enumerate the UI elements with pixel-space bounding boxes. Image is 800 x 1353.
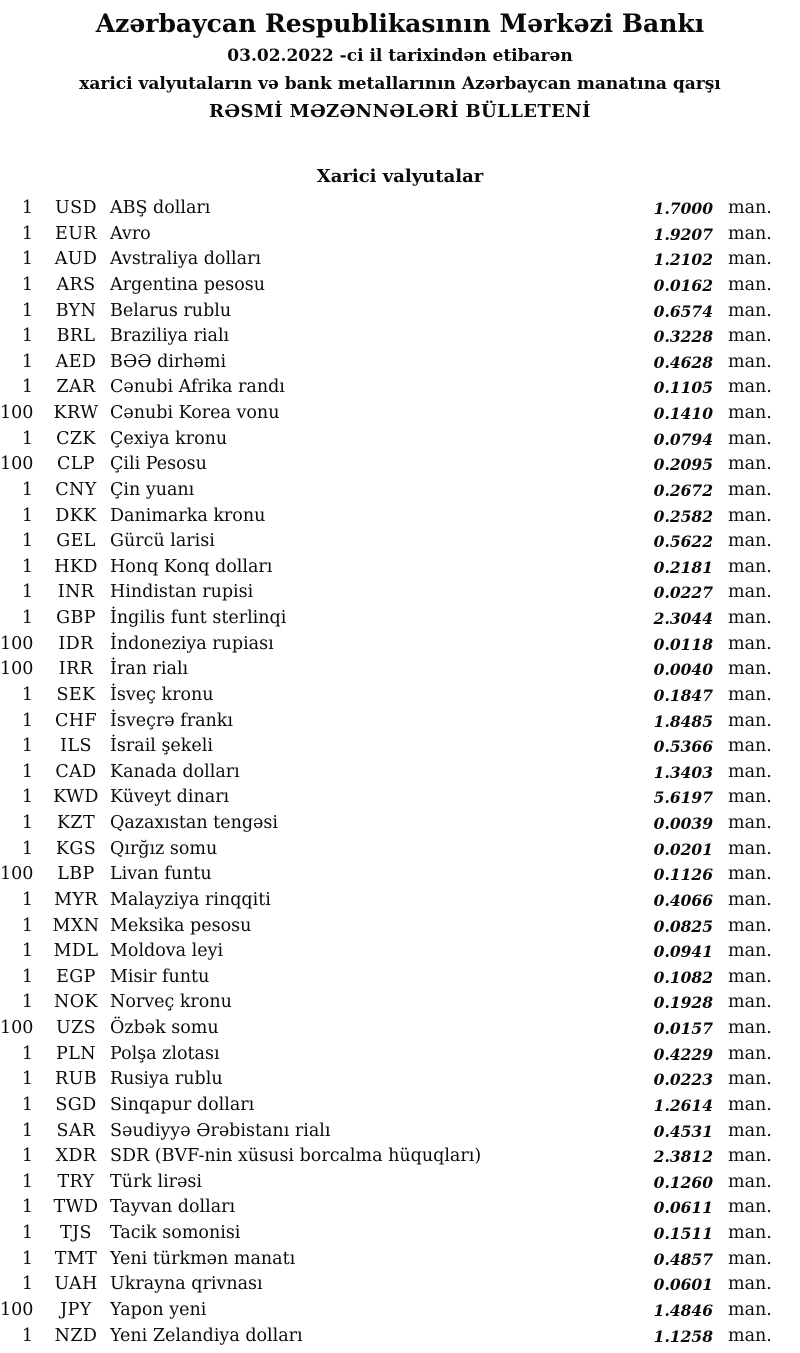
rate-cell: 0.0825 — [653, 916, 713, 936]
currency-code-cell: ZAR — [56, 377, 96, 398]
currency-name-cell: Hindistan rupisi — [110, 582, 254, 603]
unit-cell: man. — [728, 684, 772, 705]
quantity-cell: 1 — [21, 1274, 33, 1295]
unit-cell: man. — [728, 326, 772, 347]
rate-cell: 1.7000 — [653, 199, 713, 218]
quantity-cell: 1 — [21, 505, 33, 526]
currency-name-cell: Çili Pesosu — [110, 454, 207, 475]
currency-name-cell: Çin yuanı — [110, 479, 195, 500]
table-row — [0, 862, 800, 888]
quantity-cell: 1 — [21, 787, 33, 808]
rate-cell: 0.1260 — [653, 1172, 713, 1192]
currency-code-cell: IRR — [58, 659, 94, 680]
unit-cell: man. — [728, 966, 772, 987]
table-row — [0, 350, 800, 376]
rate-cell: 0.1928 — [653, 993, 713, 1013]
table-row — [0, 1247, 800, 1273]
currency-name-cell: Cənubi Korea vonu — [110, 403, 280, 423]
rate-cell: 1.2102 — [653, 250, 713, 270]
quantity-cell: 1 — [21, 889, 33, 910]
currency-name-cell: Səudiyyə Ərəbistanı rialı — [110, 1120, 331, 1141]
rate-cell: 0.6574 — [653, 301, 713, 321]
quantity-cell: 1 — [21, 531, 33, 552]
currency-name-cell: ABŞ dolları — [110, 198, 211, 218]
bank-title: Azərbaycan Respublikasının Mərkəzi Bankı — [95, 9, 705, 38]
quantity-cell: 1 — [21, 1120, 33, 1141]
rate-cell: 0.4628 — [653, 352, 713, 372]
unit-cell: man. — [728, 1223, 772, 1243]
currency-code-cell: ARS — [56, 274, 96, 295]
currency-name-cell: Yeni türkmən manatı — [110, 1248, 296, 1269]
table-row — [0, 452, 800, 478]
quantity-cell: 1 — [21, 736, 33, 757]
currency-code-cell: CZK — [56, 428, 96, 449]
rate-cell: 0.4531 — [653, 1121, 713, 1141]
rate-cell: 0.0039 — [653, 814, 713, 833]
unit-cell: man. — [728, 351, 772, 372]
currency-name-cell: Gürcü larisi — [110, 531, 215, 552]
currency-name-cell: Braziliya rialı — [110, 326, 230, 347]
table-row — [0, 1067, 800, 1093]
quantity-cell: 100 — [0, 633, 34, 654]
currency-name-cell: Yeni Zelandiya dolları — [110, 1325, 303, 1346]
table-row — [0, 529, 800, 555]
table-row — [0, 196, 800, 222]
currency-code-cell: NOK — [54, 992, 98, 1013]
unit-cell: man. — [728, 1274, 772, 1295]
currency-code-cell: KZT — [56, 813, 96, 833]
quantity-cell: 1 — [21, 582, 33, 603]
table-row — [0, 785, 800, 811]
rate-cell: 0.0201 — [653, 839, 713, 859]
currency-name-cell: İngilis funt sterlinqi — [110, 608, 287, 628]
unit-cell: man. — [728, 582, 772, 603]
rate-cell: 1.8485 — [653, 711, 713, 731]
rate-cell: 0.5622 — [653, 532, 713, 552]
unit-cell: man. — [728, 1146, 772, 1167]
currency-code-cell: BRL — [56, 326, 96, 347]
table-row — [0, 1272, 800, 1298]
currency-name-cell: İsveçrə frankı — [110, 710, 233, 731]
currency-name-cell: Livan funtu — [110, 864, 212, 885]
quantity-cell: 1 — [21, 1223, 33, 1243]
quantity-cell: 1 — [21, 274, 33, 295]
table-row — [0, 1195, 800, 1221]
rate-cell: 2.3044 — [653, 609, 713, 628]
currency-code-cell: USD — [55, 198, 97, 218]
currency-name-cell: SDR (BVF-nin xüsusi borcalma hüquqları) — [110, 1146, 482, 1167]
rate-cell: 0.0223 — [653, 1070, 713, 1090]
currency-code-cell: CNY — [55, 479, 97, 500]
unit-cell: man. — [728, 941, 772, 962]
currency-code-cell: SEK — [56, 684, 96, 705]
unit-cell: man. — [728, 992, 772, 1013]
quantity-cell: 1 — [21, 710, 33, 731]
rate-cell: 0.0601 — [653, 1275, 713, 1295]
quantity-cell: 1 — [21, 556, 33, 577]
table-row — [0, 990, 800, 1016]
rate-cell: 2.3812 — [653, 1147, 713, 1167]
unit-cell: man. — [728, 531, 772, 552]
quantity-cell: 1 — [21, 479, 33, 500]
rate-cell: 1.1258 — [653, 1326, 713, 1346]
table-row — [0, 632, 800, 658]
table-row — [0, 580, 800, 606]
currency-name-cell: Ukrayna qrivnası — [110, 1274, 263, 1295]
table-row — [0, 1144, 800, 1170]
table-row — [0, 1324, 800, 1350]
table-row — [0, 914, 800, 940]
unit-cell: man. — [728, 1197, 772, 1218]
currency-code-cell: LBP — [57, 864, 95, 885]
currency-code-cell: TJS — [60, 1223, 92, 1243]
currency-name-cell: Argentina pesosu — [110, 274, 266, 295]
quantity-cell: 100 — [0, 864, 34, 885]
unit-cell: man. — [728, 1018, 772, 1038]
currency-name-cell: Özbək somu — [110, 1018, 219, 1038]
currency-code-cell: EGP — [56, 966, 96, 987]
currency-code-cell: ILS — [60, 736, 92, 757]
rate-cell: 0.1082 — [653, 967, 713, 987]
unit-cell: man. — [728, 428, 772, 449]
unit-cell: man. — [728, 608, 772, 628]
currency-name-cell: BƏƏ dirhəmi — [110, 351, 227, 372]
table-row — [0, 504, 800, 530]
rate-cell: 5.6197 — [653, 788, 713, 808]
table-row — [0, 683, 800, 709]
unit-cell: man. — [728, 556, 772, 577]
rate-cell: 0.1511 — [653, 1224, 713, 1243]
currency-code-cell: EUR — [55, 223, 97, 244]
rate-cell: 0.4857 — [653, 1249, 713, 1269]
table-row — [0, 1042, 800, 1068]
currency-name-cell: Rusiya rublu — [110, 1069, 223, 1090]
rate-cell: 1.2614 — [653, 1095, 713, 1115]
rate-cell: 0.3228 — [653, 327, 713, 347]
unit-cell: man. — [728, 813, 772, 833]
unit-cell: man. — [728, 1299, 772, 1320]
quantity-cell: 100 — [0, 454, 34, 475]
currency-code-cell: INR — [57, 582, 95, 603]
effective-date-line: 03.02.2022 -ci il tarixindən etibarən — [227, 46, 573, 66]
currency-code-cell: TMT — [54, 1248, 98, 1269]
currency-code-cell: GBP — [56, 608, 96, 628]
table-row — [0, 760, 800, 786]
currency-code-cell: PLN — [56, 1043, 96, 1064]
currency-code-cell: GEL — [56, 531, 96, 552]
unit-cell: man. — [728, 198, 772, 218]
subject-line: xarici valyutaların və bank metallarının Azərbaycan manatına qarşı — [79, 74, 721, 94]
currency-code-cell: JPY — [60, 1299, 92, 1320]
quantity-cell: 1 — [21, 838, 33, 859]
unit-cell: man. — [728, 1120, 772, 1141]
currency-name-cell: İndoneziya rupiası — [110, 633, 274, 654]
unit-cell: man. — [728, 761, 772, 782]
rate-cell: 1.3403 — [653, 762, 713, 782]
quantity-cell: 1 — [21, 1197, 33, 1218]
rate-cell: 0.1410 — [653, 404, 713, 423]
unit-cell: man. — [728, 1094, 772, 1115]
currency-name-cell: Küveyt dinarı — [110, 787, 230, 808]
currency-code-cell: MDL — [53, 941, 99, 962]
unit-cell: man. — [728, 1043, 772, 1064]
currency-name-cell: Misir funtu — [110, 966, 210, 987]
rate-cell: 0.0157 — [653, 1019, 713, 1038]
currency-table — [0, 196, 800, 1349]
rate-cell: 0.0118 — [653, 634, 713, 654]
quantity-cell: 100 — [0, 659, 34, 680]
currency-code-cell: RUB — [55, 1069, 97, 1090]
bulletin-header — [0, 0, 800, 126]
quantity-cell: 1 — [21, 915, 33, 936]
rate-cell: 0.1847 — [653, 685, 713, 705]
currency-name-cell: Tacik somonisi — [110, 1223, 241, 1243]
quantity-cell: 1 — [21, 300, 33, 321]
currency-code-cell: TWD — [53, 1197, 99, 1218]
table-row — [0, 657, 800, 683]
table-row — [0, 709, 800, 735]
currency-name-cell: Türk lirəsi — [110, 1171, 202, 1192]
quantity-cell: 100 — [0, 1299, 34, 1320]
rate-cell: 0.1105 — [653, 378, 713, 398]
table-row — [0, 734, 800, 760]
quantity-cell: 1 — [21, 1069, 33, 1090]
table-row — [0, 324, 800, 350]
rate-cell: 0.2582 — [653, 506, 713, 526]
quantity-cell: 100 — [0, 1018, 34, 1038]
quantity-cell: 1 — [21, 1146, 33, 1167]
rate-cell: 0.1126 — [653, 865, 713, 885]
rate-cell: 0.0794 — [653, 429, 713, 449]
currency-name-cell: Avstraliya dolları — [110, 249, 262, 270]
currency-code-cell: KGS — [55, 838, 97, 859]
currency-code-cell: AED — [55, 351, 97, 372]
table-row — [0, 478, 800, 504]
quantity-cell: 1 — [21, 428, 33, 449]
quantity-cell: 1 — [21, 377, 33, 398]
rate-cell: 0.0941 — [653, 942, 713, 962]
unit-cell: man. — [728, 787, 772, 808]
unit-cell: man. — [728, 864, 772, 885]
table-row — [0, 888, 800, 914]
currency-name-cell: Qırğız somu — [110, 838, 218, 859]
rate-cell: 0.4229 — [653, 1044, 713, 1064]
bulletin-title: RƏSMİ MƏZƏNNƏLƏRİ BÜLLETENİ — [209, 101, 591, 122]
currency-code-cell: CAD — [55, 761, 97, 782]
table-row — [0, 1093, 800, 1119]
table-row — [0, 1298, 800, 1324]
currency-name-cell: Polşa zlotası — [110, 1043, 220, 1064]
table-row — [0, 299, 800, 325]
currency-name-cell: Tayvan dolları — [110, 1197, 236, 1218]
unit-cell: man. — [728, 505, 772, 526]
currency-name-cell: Qazaxıstan tengəsi — [110, 813, 278, 833]
table-row — [0, 939, 800, 965]
unit-cell: man. — [728, 249, 772, 270]
rate-cell: 0.2672 — [653, 480, 713, 500]
quantity-cell: 1 — [21, 1094, 33, 1115]
table-row — [0, 837, 800, 863]
currency-code-cell: MYR — [54, 889, 98, 910]
quantity-cell: 1 — [21, 1248, 33, 1269]
quantity-cell: 1 — [21, 198, 33, 218]
unit-cell: man. — [728, 838, 772, 859]
currency-name-cell: İsveç kronu — [110, 684, 214, 705]
rate-cell: 0.0162 — [653, 275, 713, 295]
currency-code-cell: SGD — [55, 1094, 97, 1115]
currency-code-cell: DKK — [55, 505, 97, 526]
table-row — [0, 811, 800, 837]
table-row — [0, 375, 800, 401]
table-row — [0, 247, 800, 273]
currency-name-cell: Malayziya rinqqiti — [110, 889, 271, 910]
unit-cell: man. — [728, 223, 772, 244]
currency-code-cell: XDR — [55, 1146, 97, 1167]
quantity-cell: 1 — [21, 941, 33, 962]
currency-name-cell: Belarus rublu — [110, 300, 232, 321]
currency-code-cell: UZS — [55, 1018, 97, 1038]
unit-cell: man. — [728, 1069, 772, 1090]
unit-cell: man. — [728, 1325, 772, 1346]
currency-code-cell: BYN — [55, 300, 97, 321]
unit-cell: man. — [728, 1171, 772, 1192]
rate-cell: 0.2095 — [653, 455, 713, 475]
unit-cell: man. — [728, 454, 772, 475]
table-row — [0, 1170, 800, 1196]
quantity-cell: 1 — [21, 1043, 33, 1064]
unit-cell: man. — [728, 300, 772, 321]
quantity-cell: 1 — [21, 326, 33, 347]
currency-code-cell: MXN — [52, 915, 100, 936]
table-row — [0, 606, 800, 632]
unit-cell: man. — [728, 274, 772, 295]
currency-code-cell: KWD — [53, 787, 99, 808]
rate-cell: 1.9207 — [653, 224, 713, 244]
quantity-cell: 1 — [21, 684, 33, 705]
quantity-cell: 1 — [21, 351, 33, 372]
currency-name-cell: Honq Konq dolları — [110, 556, 273, 577]
table-row — [0, 401, 800, 427]
quantity-cell: 1 — [21, 223, 33, 244]
rate-cell: 0.4066 — [653, 890, 713, 910]
rate-cell: 0.0611 — [653, 1198, 713, 1218]
unit-cell: man. — [728, 403, 772, 423]
unit-cell: man. — [728, 479, 772, 500]
quantity-cell: 100 — [0, 403, 34, 423]
currency-code-cell: HKD — [54, 556, 98, 577]
section-title-foreign-currencies: Xarici valyutalar — [316, 166, 484, 187]
table-row — [0, 1016, 800, 1042]
quantity-cell: 1 — [21, 608, 33, 628]
currency-code-cell: IDR — [58, 633, 94, 654]
currency-code-cell: CLP — [57, 454, 95, 475]
unit-cell: man. — [728, 710, 772, 731]
rate-cell: 0.0227 — [653, 583, 713, 603]
rate-cell: 0.0040 — [653, 660, 713, 680]
table-row — [0, 427, 800, 453]
currency-name-cell: Sinqapur dolları — [110, 1094, 255, 1115]
rate-cell: 0.2181 — [653, 557, 713, 577]
unit-cell: man. — [728, 659, 772, 680]
rate-cell: 0.5366 — [653, 737, 713, 757]
currency-name-cell: İran rialı — [110, 659, 189, 680]
unit-cell: man. — [728, 889, 772, 910]
currency-name-cell: Moldova leyi — [110, 941, 224, 962]
unit-cell: man. — [728, 1248, 772, 1269]
currency-name-cell: Danimarka kronu — [110, 505, 266, 526]
currency-name-cell: Yapon yeni — [110, 1299, 207, 1320]
currency-code-cell: CHF — [55, 710, 97, 731]
table-row — [0, 965, 800, 991]
currency-name-cell: Cənubi Afrika randı — [110, 377, 285, 398]
table-row — [0, 555, 800, 581]
currency-name-cell: İsrail şekeli — [110, 736, 213, 757]
currency-code-cell: AUD — [54, 249, 98, 270]
quantity-cell: 1 — [21, 992, 33, 1013]
table-row — [0, 222, 800, 248]
unit-cell: man. — [728, 915, 772, 936]
currency-code-cell: NZD — [54, 1325, 98, 1346]
currency-code-cell: SAR — [56, 1120, 96, 1141]
currency-code-cell: TRY — [57, 1171, 95, 1192]
quantity-cell: 1 — [21, 813, 33, 833]
quantity-cell: 1 — [21, 761, 33, 782]
currency-name-cell: Kanada dolları — [110, 761, 240, 782]
quantity-cell: 1 — [21, 1325, 33, 1346]
quantity-cell: 1 — [21, 966, 33, 987]
unit-cell: man. — [728, 736, 772, 757]
currency-name-cell: Norveç kronu — [110, 992, 232, 1013]
rate-cell: 1.4846 — [653, 1300, 713, 1320]
unit-cell: man. — [728, 633, 772, 654]
currency-name-cell: Avro — [110, 223, 151, 244]
currency-name-cell: Çexiya kronu — [110, 428, 228, 449]
quantity-cell: 1 — [21, 1171, 33, 1192]
table-row — [0, 1119, 800, 1145]
unit-cell: man. — [728, 377, 772, 398]
table-row — [0, 273, 800, 299]
currency-code-cell: KRW — [53, 403, 99, 423]
table-row — [0, 1221, 800, 1247]
currency-code-cell: UAH — [54, 1274, 98, 1295]
currency-name-cell: Meksika pesosu — [110, 915, 252, 936]
quantity-cell: 1 — [21, 249, 33, 270]
